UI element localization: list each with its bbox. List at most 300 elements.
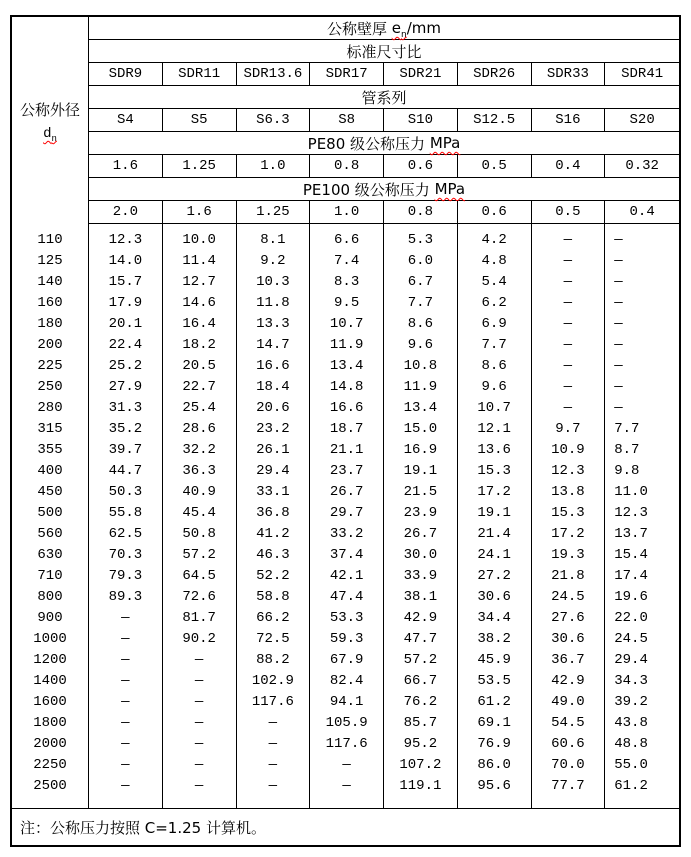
thickness-cell: 20.5 <box>182 358 216 374</box>
thickness-cell: 22.0 <box>614 610 648 626</box>
diameter-cell: 500 <box>37 505 63 521</box>
thickness-cell: 12.1 <box>477 421 511 437</box>
thickness-cell: — <box>614 379 623 395</box>
thickness-cell: 9.6 <box>481 379 507 395</box>
thickness-cell: 72.6 <box>182 589 216 605</box>
thickness-cell: 26.7 <box>403 526 438 542</box>
thickness-cell: 58.8 <box>256 589 290 605</box>
thickness-cell: 86.0 <box>477 757 511 773</box>
footnote: 注：公称压力按照 C=1.25 计算机。 <box>12 808 679 845</box>
thickness-cell: 76.9 <box>477 736 511 752</box>
thickness-cell: — <box>268 715 278 731</box>
thickness-cell: 57.2 <box>182 547 216 563</box>
thickness-cell: 8.6 <box>407 316 433 332</box>
diameter-cell: 2500 <box>33 778 67 794</box>
thickness-cell: 61.2 <box>477 694 511 710</box>
thickness-cell: 24.5 <box>551 589 585 605</box>
header-cell: 1.6 <box>89 155 163 177</box>
thickness-cell: 82.4 <box>329 673 364 689</box>
pipe-wall-thickness-table <box>10 15 681 847</box>
thickness-cell: — <box>614 358 623 374</box>
pe80-pressure-title: PE80 级公称压力 MPa <box>89 132 679 155</box>
thickness-cell: 11.9 <box>329 337 364 353</box>
thickness-cell: 12.3 <box>551 463 585 479</box>
diameter-cell: 560 <box>37 526 63 542</box>
header-cell: S20 <box>629 112 655 128</box>
header-cell: S12.5 <box>458 109 532 131</box>
thickness-cell: — <box>121 631 130 647</box>
thickness-cell: 46.3 <box>256 547 290 563</box>
thickness-column-SDR13.6 <box>237 224 311 808</box>
thickness-cell: 15.7 <box>108 274 143 290</box>
thickness-cell: — <box>563 295 573 311</box>
thickness-cell: 14.6 <box>182 295 216 311</box>
thickness-cell: 9.6 <box>407 337 433 353</box>
thickness-cell: — <box>342 757 351 773</box>
thickness-cell: — <box>194 673 204 689</box>
thickness-cell: 27.9 <box>108 379 143 395</box>
thickness-cell: 66.7 <box>403 673 438 689</box>
thickness-cell: 27.6 <box>551 610 585 626</box>
thickness-cell: 54.5 <box>551 715 585 731</box>
diameter-cell: 280 <box>37 400 63 416</box>
thickness-cell: 57.2 <box>403 652 438 668</box>
header-cell: SDR26 <box>458 63 532 85</box>
thickness-cell: 95.2 <box>403 736 438 752</box>
header-cell: SDR33 <box>532 63 606 85</box>
thickness-cell: — <box>563 358 573 374</box>
thickness-cell: 6.9 <box>481 316 507 332</box>
thickness-cell: 9.5 <box>334 295 360 311</box>
thickness-cell: — <box>614 316 623 332</box>
header-cell: 0.8 <box>310 155 384 177</box>
thickness-cell: 42.9 <box>403 610 438 626</box>
header-cell: 1.0 <box>310 201 384 223</box>
thickness-cell: — <box>121 736 130 752</box>
diameter-cell: 900 <box>37 610 63 626</box>
thickness-cell: 50.3 <box>108 484 143 500</box>
thickness-cell: 117.6 <box>251 694 294 710</box>
thickness-cell: — <box>614 253 623 269</box>
thickness-cell: 17.9 <box>108 295 143 311</box>
sdr-title: 标准尺寸比 <box>89 40 679 63</box>
thickness-cell: 49.0 <box>551 694 585 710</box>
thickness-cell: — <box>342 778 351 794</box>
thickness-cell: 10.7 <box>477 400 511 416</box>
thickness-cell: 8.7 <box>614 442 640 458</box>
thickness-cell: 24.1 <box>477 547 511 563</box>
thickness-cell: 66.2 <box>256 610 290 626</box>
thickness-cell: 33.2 <box>329 526 364 542</box>
thickness-cell: — <box>121 610 130 626</box>
header-cell: 0.4 <box>532 155 606 177</box>
thickness-cell: 26.7 <box>329 484 364 500</box>
thickness-cell: 53.5 <box>477 673 511 689</box>
thickness-cell: 76.2 <box>403 694 438 710</box>
thickness-cell: 29.4 <box>614 652 648 668</box>
thickness-cell: 55.8 <box>108 505 143 521</box>
diameter-cell: 125 <box>37 253 63 269</box>
thickness-cell: — <box>614 232 623 248</box>
thickness-cell: 21.5 <box>403 484 438 500</box>
pe80-values-row <box>89 155 679 178</box>
thickness-cell: 20.6 <box>256 400 290 416</box>
thickness-cell: 4.8 <box>481 253 507 269</box>
thickness-cell: 23.9 <box>403 505 438 521</box>
thickness-cell: 14.8 <box>329 379 364 395</box>
thickness-cell: 8.6 <box>481 358 507 374</box>
thickness-cell: 13.6 <box>477 442 511 458</box>
thickness-cell: 14.7 <box>256 337 290 353</box>
thickness-cell: 19.1 <box>477 505 511 521</box>
diameter-cell: 400 <box>37 463 63 479</box>
header-cell: SDR11 <box>163 63 237 85</box>
thickness-cell: 50.8 <box>182 526 216 542</box>
thickness-cell: 119.1 <box>399 778 442 794</box>
table-body <box>12 224 679 808</box>
header-cell: 0.5 <box>532 201 606 223</box>
thickness-cell: — <box>563 337 573 353</box>
thickness-cell: 117.6 <box>325 736 368 752</box>
thickness-cell: 13.4 <box>329 358 364 374</box>
thickness-cell: 11.0 <box>614 484 648 500</box>
table-header <box>12 17 679 224</box>
thickness-cell: 13.3 <box>256 316 290 332</box>
thickness-cell: — <box>121 694 130 710</box>
diameter-cell: 355 <box>37 442 63 458</box>
thickness-cell: 17.2 <box>551 526 585 542</box>
thickness-cell: — <box>563 316 573 332</box>
thickness-cell: 22.4 <box>108 337 143 353</box>
thickness-cell: 15.3 <box>551 505 585 521</box>
thickness-cell: — <box>563 274 573 290</box>
thickness-cell: 27.2 <box>477 568 511 584</box>
thickness-cell: 10.0 <box>182 232 216 248</box>
thickness-cell: 42.9 <box>551 673 585 689</box>
thickness-cell: 41.2 <box>256 526 290 542</box>
thickness-cell: 105.9 <box>325 715 368 731</box>
thickness-cell: 9.8 <box>614 463 640 479</box>
thickness-cell: 44.7 <box>108 463 143 479</box>
thickness-cell: 7.7 <box>407 295 433 311</box>
thickness-cell: 6.0 <box>407 253 433 269</box>
thickness-cell: 11.4 <box>182 253 216 269</box>
thickness-cell: 67.9 <box>329 652 364 668</box>
header-cell: 1.0 <box>237 155 311 177</box>
thickness-cell: 16.6 <box>329 400 364 416</box>
thickness-column-SDR33 <box>532 224 606 808</box>
diameter-cell: 800 <box>37 589 63 605</box>
thickness-cell: 6.7 <box>407 274 433 290</box>
header-cell: 0.6 <box>384 155 458 177</box>
header-cell: 1.25 <box>237 201 311 223</box>
thickness-cell: — <box>121 715 130 731</box>
thickness-cell: 64.5 <box>182 568 216 584</box>
thickness-cell: 69.1 <box>477 715 511 731</box>
diameter-cell: 315 <box>37 421 63 437</box>
thickness-cell: — <box>194 757 204 773</box>
thickness-cell: 14.0 <box>108 253 143 269</box>
thickness-column-SDR26 <box>458 224 532 808</box>
thickness-cell: 60.6 <box>551 736 585 752</box>
diameter-column <box>12 224 89 808</box>
thickness-cell: 62.5 <box>108 526 143 542</box>
thickness-cell: 42.1 <box>329 568 364 584</box>
thickness-cell: 30.0 <box>403 547 438 563</box>
thickness-cell: 5.3 <box>407 232 433 248</box>
header-cell: SDR41 <box>621 66 664 82</box>
thickness-cell: — <box>563 232 573 248</box>
thickness-cell: 94.1 <box>329 694 364 710</box>
header-cell: SDR17 <box>310 63 384 85</box>
thickness-cell: 36.8 <box>256 505 290 521</box>
thickness-cell: 45.9 <box>477 652 511 668</box>
thickness-cell: 19.1 <box>403 463 438 479</box>
header-cell: S16 <box>532 109 606 131</box>
thickness-cell: 10.9 <box>551 442 585 458</box>
diameter-cell: 180 <box>37 316 63 332</box>
thickness-cell: 9.2 <box>260 253 286 269</box>
thickness-cell: — <box>194 778 204 794</box>
pipe-series-title: 管系列 <box>89 86 679 109</box>
thickness-cell: 11.9 <box>403 379 438 395</box>
header-cell: 2.0 <box>89 201 163 223</box>
thickness-cell: 26.1 <box>256 442 290 458</box>
header-rows <box>89 17 679 224</box>
thickness-cell: 39.2 <box>614 694 648 710</box>
thickness-column-SDR11 <box>163 224 237 808</box>
thickness-cell: 38.2 <box>477 631 511 647</box>
thickness-cell: 8.1 <box>260 232 286 248</box>
thickness-cell: 25.4 <box>182 400 216 416</box>
outer-diameter-header <box>12 17 89 224</box>
thickness-cell: — <box>268 778 278 794</box>
thickness-cell: — <box>194 736 204 752</box>
thickness-column-SDR17 <box>310 224 384 808</box>
diameter-cell: 140 <box>37 274 63 290</box>
header-cell: 0.4 <box>629 204 655 220</box>
thickness-cell: — <box>614 274 623 290</box>
thickness-cell: 13.4 <box>403 400 438 416</box>
diameter-cell: 630 <box>37 547 63 563</box>
thickness-cell: — <box>194 652 204 668</box>
thickness-cell: 33.1 <box>256 484 290 500</box>
thickness-cell: 36.7 <box>551 652 585 668</box>
thickness-cell: — <box>121 652 130 668</box>
thickness-cell: 23.2 <box>256 421 290 437</box>
header-cell: 1.25 <box>163 155 237 177</box>
thickness-cell: 5.4 <box>481 274 507 290</box>
diameter-cell: 1000 <box>33 631 67 647</box>
thickness-column-SDR9 <box>89 224 163 808</box>
thickness-cell: 37.4 <box>329 547 364 563</box>
thickness-cell: 15.4 <box>614 547 648 563</box>
header-cell: SDR13.6 <box>237 63 311 85</box>
thickness-cell: — <box>614 295 623 311</box>
thickness-cell: 88.2 <box>256 652 290 668</box>
thickness-cell: 28.6 <box>182 421 216 437</box>
thickness-cell: 48.8 <box>614 736 648 752</box>
thickness-cell: 18.7 <box>329 421 364 437</box>
thickness-cell: — <box>563 379 573 395</box>
header-cell: 1.6 <box>163 201 237 223</box>
thickness-cell: 12.3 <box>108 232 143 248</box>
thickness-cell: 19.6 <box>614 589 648 605</box>
thickness-cell: 85.7 <box>403 715 438 731</box>
thickness-cell: — <box>563 400 573 416</box>
thickness-cell: 18.2 <box>182 337 216 353</box>
thickness-cell: 45.4 <box>182 505 216 521</box>
header-cell: S10 <box>384 109 458 131</box>
header-cell: SDR21 <box>384 63 458 85</box>
thickness-cell: 16.6 <box>256 358 290 374</box>
thickness-cell: 30.6 <box>551 631 585 647</box>
thickness-cell: 70.0 <box>551 757 585 773</box>
thickness-cell: 19.3 <box>551 547 585 563</box>
diameter-cell: 1600 <box>33 694 67 710</box>
thickness-cell: 81.7 <box>182 610 216 626</box>
series-label-row <box>89 109 679 132</box>
thickness-cell: 21.1 <box>329 442 364 458</box>
header-cell: S4 <box>89 109 163 131</box>
header-cell: SDR9 <box>89 63 163 85</box>
thickness-cell: 38.1 <box>403 589 438 605</box>
thickness-cell: 13.7 <box>614 526 648 542</box>
thickness-cell: 36.3 <box>182 463 216 479</box>
thickness-cell: — <box>121 778 130 794</box>
thickness-cell: 61.2 <box>614 778 648 794</box>
thickness-cell: 9.7 <box>555 421 581 437</box>
thickness-cell: 13.8 <box>551 484 585 500</box>
thickness-cell: 31.3 <box>108 400 143 416</box>
diameter-cell: 200 <box>37 337 63 353</box>
diameter-cell: 110 <box>37 232 63 248</box>
thickness-cell: — <box>194 715 204 731</box>
header-cell: 0.5 <box>458 155 532 177</box>
thickness-cell: 47.7 <box>403 631 438 647</box>
thickness-cell: 72.5 <box>256 631 290 647</box>
header-cell: S8 <box>310 109 384 131</box>
diameter-cell: 160 <box>37 295 63 311</box>
thickness-cell: 16.9 <box>403 442 438 458</box>
thickness-cell: 10.7 <box>329 316 364 332</box>
thickness-cell: 29.4 <box>256 463 290 479</box>
diameter-cell: 250 <box>37 379 63 395</box>
thickness-cell: 7.7 <box>614 421 640 437</box>
thickness-cell: 95.6 <box>477 778 511 794</box>
pe100-pressure-title: PE100 级公称压力 MPa <box>89 178 679 201</box>
thickness-cell: 20.1 <box>108 316 143 332</box>
sdr-label-row <box>89 63 679 86</box>
thickness-cell: 55.0 <box>614 757 648 773</box>
thickness-cell: 90.2 <box>182 631 216 647</box>
thickness-cell: 52.2 <box>256 568 290 584</box>
thickness-cell: — <box>268 757 278 773</box>
header-cell: 0.32 <box>625 158 659 174</box>
thickness-cell: 43.8 <box>614 715 648 731</box>
thickness-cell: 7.4 <box>334 253 360 269</box>
thickness-cell: 40.9 <box>182 484 216 500</box>
outer-diameter-symbol: $d_n$ <box>43 126 57 144</box>
thickness-cell: 15.0 <box>403 421 438 437</box>
thickness-cell: 25.2 <box>108 358 143 374</box>
diameter-cell: 1800 <box>33 715 67 731</box>
diameter-cell: 1200 <box>33 652 67 668</box>
thickness-cell: 39.7 <box>108 442 143 458</box>
thickness-cell: 35.2 <box>108 421 143 437</box>
diameter-cell: 710 <box>37 568 63 584</box>
thickness-cell: — <box>563 253 573 269</box>
thickness-cell: 18.4 <box>256 379 290 395</box>
thickness-cell: 23.7 <box>329 463 364 479</box>
thickness-cell: 22.7 <box>182 379 216 395</box>
pe100-values-row <box>89 201 679 224</box>
thickness-cell: 34.4 <box>477 610 511 626</box>
thickness-cell: 77.7 <box>551 778 585 794</box>
header-cell: 0.8 <box>384 201 458 223</box>
thickness-cell: — <box>614 337 623 353</box>
thickness-cell: 21.8 <box>551 568 585 584</box>
thickness-cell: 17.2 <box>477 484 511 500</box>
thickness-cell: 24.5 <box>614 631 648 647</box>
thickness-cell: 29.7 <box>329 505 364 521</box>
thickness-cell: 10.3 <box>256 274 290 290</box>
thickness-cell: 12.3 <box>614 505 648 521</box>
thickness-cell: 34.3 <box>614 673 648 689</box>
wall-thickness-title: 公称壁厚 $e_n$ /mm <box>89 17 679 40</box>
diameter-cell: 225 <box>37 358 63 374</box>
thickness-cell: 6.6 <box>334 232 360 248</box>
thickness-cell: 16.4 <box>182 316 216 332</box>
thickness-cell: 4.2 <box>481 232 507 248</box>
thickness-column-SDR21 <box>384 224 458 808</box>
header-cell: S5 <box>163 109 237 131</box>
thickness-cell: 6.2 <box>481 295 507 311</box>
thickness-cell: 53.3 <box>329 610 364 626</box>
thickness-cell: 32.2 <box>182 442 216 458</box>
thickness-cell: 79.3 <box>108 568 143 584</box>
thickness-cell: 11.8 <box>256 295 290 311</box>
thickness-cell: 33.9 <box>403 568 438 584</box>
diameter-cell: 2250 <box>33 757 67 773</box>
thickness-cell: 70.3 <box>108 547 143 563</box>
thickness-cell: 107.2 <box>399 757 442 773</box>
thickness-cell: 89.3 <box>108 589 143 605</box>
thickness-cell: 10.8 <box>403 358 438 374</box>
thickness-cell: 102.9 <box>251 673 294 689</box>
thickness-cell: — <box>194 694 204 710</box>
diameter-cell: 1400 <box>33 673 67 689</box>
diameter-cell: 450 <box>37 484 63 500</box>
thickness-cell: 59.3 <box>329 631 364 647</box>
outer-diameter-label: 公称外径 <box>19 101 80 119</box>
thickness-cell: 12.7 <box>182 274 216 290</box>
thickness-cell: 47.4 <box>329 589 364 605</box>
thickness-cell: 30.6 <box>477 589 511 605</box>
thickness-cell: 17.4 <box>614 568 648 584</box>
diameter-cell: 2000 <box>33 736 67 752</box>
thickness-cell: — <box>614 400 623 416</box>
thickness-cell: — <box>121 673 130 689</box>
thickness-cell: — <box>121 757 130 773</box>
header-cell: 0.6 <box>458 201 532 223</box>
thickness-cell: 7.7 <box>481 337 507 353</box>
thickness-cell: 15.3 <box>477 463 511 479</box>
thickness-column-SDR41 <box>605 224 679 808</box>
thickness-cell: — <box>268 736 278 752</box>
thickness-cell: 8.3 <box>334 274 360 290</box>
header-cell: S6.3 <box>237 109 311 131</box>
